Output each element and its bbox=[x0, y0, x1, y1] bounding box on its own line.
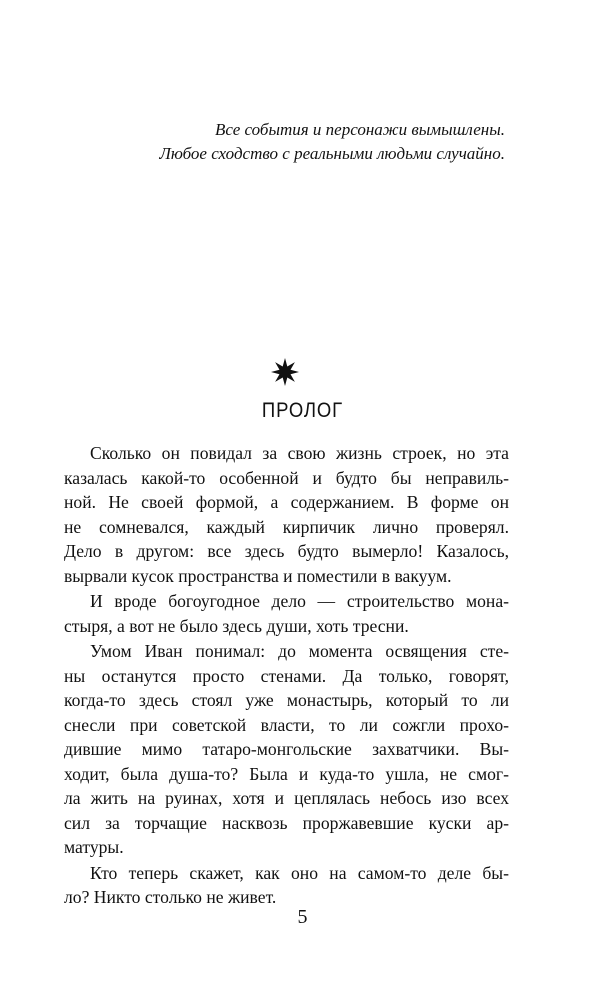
disclaimer-line-2: Любое сходство с реальными людьми случайно. bbox=[159, 144, 505, 163]
text-line: Умом Иван понимал: до момента освящения сте- bbox=[90, 641, 509, 661]
text-line: ны останутся просто стенами. Да только, говорят, bbox=[64, 665, 509, 686]
disclaimer-line-1: Все события и персонажи вымышлены. bbox=[215, 120, 505, 139]
text-line: стыря, а вот не было здесь души, хоть тресни. bbox=[64, 615, 409, 636]
page-number: 5 bbox=[297, 906, 308, 928]
text-line: матуры. bbox=[64, 837, 124, 857]
prologue-text bbox=[64, 441, 509, 911]
chapter-title: ПРОЛОГ bbox=[261, 399, 344, 422]
text-line: снесли при советской власти, то ли сожгли прохо- bbox=[64, 714, 509, 735]
text-line: Кто теперь скажет, как оно на самом-то деле бы- bbox=[90, 862, 509, 883]
text-line: не сомневался, каждый кирпичик лично проверял. bbox=[64, 516, 509, 537]
text-line: И вроде богоугодное дело — строительство мона- bbox=[90, 591, 509, 611]
text-line: ной. Не своей формой, а содержанием. В форме он bbox=[64, 492, 509, 512]
text-line: Дело в другом: все здесь будто вымерло! Казалось, bbox=[64, 541, 509, 561]
text-line: дившие мимо татаро-монгольские захватчики. Вы- bbox=[64, 739, 509, 759]
paragraph bbox=[64, 589, 509, 638]
text-line: ло? Никто столько не живет. bbox=[64, 887, 277, 907]
paragraph bbox=[64, 639, 509, 860]
star-burst-icon bbox=[270, 357, 300, 387]
text-line: сил за торчащие насквозь проржавевшие куски ар- bbox=[64, 812, 509, 833]
text-line: казалась какой-то особенной и будто бы неправиль- bbox=[64, 467, 509, 488]
text-line: когда-то здесь стоял уже монастырь, который то ли bbox=[64, 690, 509, 710]
paragraph bbox=[64, 861, 509, 910]
paragraph bbox=[64, 441, 509, 588]
text-line: вырвали кусок пространства и поместили в вакуум. bbox=[64, 565, 452, 586]
disclaimer bbox=[159, 118, 505, 166]
text-line: ла жить на руинах, хотя и цеплялась небось изо всех bbox=[64, 788, 509, 808]
text-line: Сколько он повидал за свою жизнь строек, но эта bbox=[90, 443, 509, 463]
text-line: ходит, была душа-то? Была и куда-то ушла, не смог- bbox=[64, 763, 509, 784]
